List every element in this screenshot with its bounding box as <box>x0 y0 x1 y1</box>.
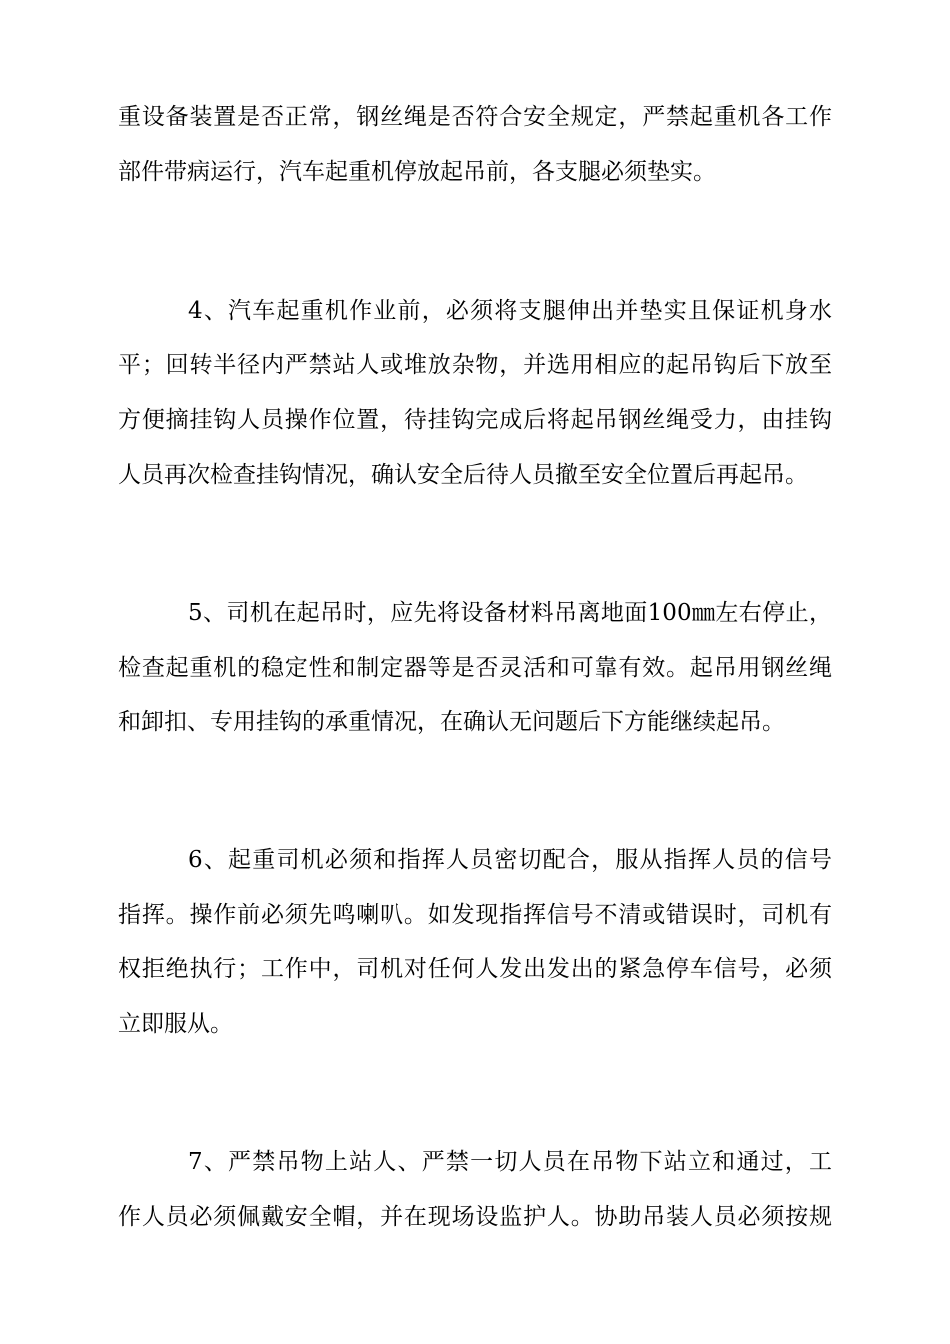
paragraph-4-line-3: 方便摘挂钩人员操作位置，待挂钩完成后将起吊钢丝绳受力，由挂钩 <box>118 407 832 433</box>
paragraph-4-line-2: 平；回转半径内严禁站人或堆放杂物，并选用相应的起吊钩后下放至 <box>118 352 832 378</box>
paragraph-1-line-2: 部件带病运行，汽车起重机停放起吊前，各支腿必须垫实。 <box>118 159 716 185</box>
paragraph-6-line-1: 6、起重司机必须和指挥人员密切配合，服从指挥人员的信号 <box>188 847 832 873</box>
paragraph-6-line-3: 权拒绝执行；工作中，司机对任何人发出发出的紧急停车信号，必须 <box>118 956 832 982</box>
paragraph-6-line-2: 指挥。操作前必须先鸣喇叭。如发现指挥信号不清或错误时，司机有 <box>118 902 832 928</box>
paragraph-4-line-1: 4、汽车起重机作业前，必须将支腿伸出并垫实且保证机身水 <box>188 298 832 324</box>
paragraph-4-line-4: 人员再次检查挂钩情况，确认安全后待人员撤至安全位置后再起吊。 <box>118 462 808 488</box>
paragraph-5-line-1: 5、司机在起吊时，应先将设备材料吊离地面100㎜左右停止， <box>188 600 832 626</box>
paragraph-6-line-4: 立即服从。 <box>118 1011 233 1037</box>
paragraph-1-line-1: 重设备装置是否正常，钢丝绳是否符合安全规定，严禁起重机各工作 <box>118 104 832 130</box>
paragraph-7-line-1: 7、严禁吊物上站人、严禁一切人员在吊物下站立和通过，工 <box>188 1149 832 1175</box>
paragraph-5-line-2: 检查起重机的稳定性和制定器等是否灵活和可靠有效。起吊用钢丝绳 <box>118 655 832 681</box>
paragraph-5-line-3: 和卸扣、专用挂钩的承重情况，在确认无问题后下方能继续起吊。 <box>118 709 785 735</box>
paragraph-7-line-2: 作人员必须佩戴安全帽，并在现场设监护人。协助吊装人员必须按规 <box>118 1204 832 1230</box>
